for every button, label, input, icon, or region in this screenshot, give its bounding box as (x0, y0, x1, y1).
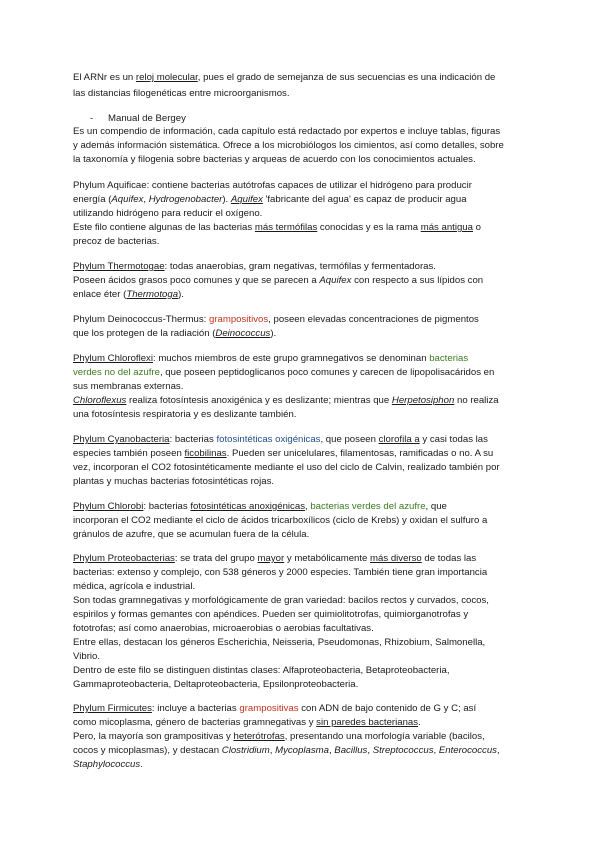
highlight-green: verdes no del azufre (73, 367, 160, 378)
text: 'fabricante del agua' es capaz de producir agua (262, 194, 467, 205)
bergey-line-3: la taxonomía y filogenia sobre bacterias y arqueas de acuerdo con los conocimientos actuales. (73, 154, 476, 165)
phylum-heading: Phylum Proteobacterias (73, 553, 175, 564)
genus-name: Deinococcus (215, 328, 271, 339)
genus-name: Clostridium (221, 745, 270, 756)
text: : se trata del grupo (174, 553, 258, 564)
text: . Pueden ser unicelulares, filamentosas, ramificadas o no. A su (226, 448, 494, 459)
bergey-title: Manual de Bergey (108, 113, 186, 124)
text: : incluye a bacterias (151, 703, 240, 714)
firmicutes-line-1 (73, 703, 476, 715)
text: El ARNr es un (73, 72, 136, 83)
phylum-heading: Phylum Chloroflexi (73, 353, 153, 364)
genus-name: Thermotoga (126, 289, 179, 300)
bergey-line-1: Es un compendio de información, cada capítulo está redactado por expertos e incluye tablas, figuras (73, 126, 501, 137)
underlined-term: sin paredes bacterianas (316, 717, 419, 728)
underlined-term: más termófilas (254, 222, 318, 233)
text: enlace éter ( (73, 289, 127, 300)
genus-name: Staphylococcus (73, 759, 141, 770)
text: ). (178, 289, 184, 300)
text: . (418, 717, 421, 728)
text: , que poseen peptidoglicanos poco comunes y carecen de lipopolisacáridos en (159, 367, 495, 378)
text: cocos y micoplasmas), y destacan (73, 745, 222, 756)
text: con respecto a sus lípidos con (351, 275, 484, 286)
genus-name: Herpetosiphon (391, 395, 455, 406)
aquificae-line-1: Phylum Aquificae: contiene bacterias autótrofas capaces de utilizar el hidrógeno para producir (73, 180, 472, 191)
cyanobacteria-line-2 (73, 448, 493, 460)
aquificae-line-3: utilizando hidrógeno para reducir el oxígeno. (73, 208, 263, 219)
deinococcus-line-1 (73, 314, 479, 326)
chloroflexi-line-2 (73, 367, 494, 379)
aquificae-line-5: precoz de bacterias. (73, 236, 160, 247)
text: , (269, 745, 276, 756)
phylum-heading: Phylum Thermotogae (73, 261, 165, 272)
proteobacteria-line-10: Gammaproteobacteria, Deltaproteobacteria, Epsilonproteobacteria. (73, 679, 359, 690)
thermotogae-line-1 (73, 261, 436, 273)
text: y metabólicamente (284, 553, 371, 564)
phylum-heading: Phylum Chlorobi (73, 501, 144, 512)
firmicutes-line-5 (73, 759, 143, 771)
text: , (143, 194, 149, 205)
chloroflexi-line-3: sus membranas externas. (73, 381, 184, 392)
proteobacteria-line-3: médica, agrícola e industrial. (73, 581, 196, 592)
text: , que (425, 501, 447, 512)
highlight-red: grampositivos (208, 314, 269, 325)
bullet-dash: - (90, 113, 94, 124)
text: realiza fotosíntesis anoxigénica y es deslizante; mientras que (126, 395, 392, 406)
highlight-green: bacterias verdes del azufre (310, 501, 426, 512)
highlight-green: bacterias (429, 353, 469, 364)
phylum-heading: Phylum Cyanobacteria (73, 434, 170, 445)
text: : todas anaerobias, gram negativas, termófilas y fermentadoras. (164, 261, 436, 272)
proteobacteria-line-5: espirilos y formas gemantes con apéndices. Pueden ser quimiolitotrofas, quimiorganotrofas y (73, 609, 469, 620)
proteobacteria-line-1 (73, 553, 476, 565)
text: : muchos miembros de este grupo gramnegativos se denominan (152, 353, 430, 364)
genus-name: Hydrogenobacter (148, 194, 223, 205)
intro-line-1 (73, 72, 495, 84)
text: , (305, 501, 311, 512)
text: , presentando una morfología variable (bacilos, (284, 731, 485, 742)
text: y casi todas las (419, 434, 488, 445)
thermotogae-line-3 (73, 289, 184, 301)
text: conocidas y es la rama (317, 222, 421, 233)
text: . (140, 759, 143, 770)
bergey-line-2: y además información sistemática. Ofrece a los microbiólogos los cimientos, así como detalles, sobre (73, 140, 504, 151)
text: , pues el grado de semejanza de sus secuencias es una indicación de (197, 72, 496, 83)
text: que los protegen de la radiación ( (73, 328, 216, 339)
text: Este filo contiene algunas de las bacterias (73, 222, 255, 233)
text: Pero, la mayoría son grampositivas y (73, 731, 234, 742)
text: , (496, 745, 500, 756)
chloroflexi-line-5: una fotosíntesis respiratoria y es deslizante también. (73, 409, 297, 420)
thermotogae-line-2 (73, 275, 483, 287)
underlined-term: clorofila a (378, 434, 420, 445)
genus-name: Enterococcus (438, 745, 497, 756)
text: , que poseen (320, 434, 379, 445)
text: especies también poseen (73, 448, 185, 459)
underlined-term: más diverso (370, 553, 422, 564)
underlined-term: fotosintéticas anoxigénicas (190, 501, 305, 512)
firmicutes-line-4 (73, 745, 500, 757)
genus-name: Chloroflexus (73, 395, 127, 406)
text: con ADN de bajo contenido de G y C; así (298, 703, 477, 714)
proteobacteria-line-9: Dentro de este filo se distinguen distintas clases: Alfaproteobacteria, Betaproteobacteria, (73, 665, 450, 676)
underlined-term: reloj molecular (135, 72, 198, 83)
underlined-term: más antigua (420, 222, 473, 233)
genus-name: Aquifex (111, 194, 144, 205)
deinococcus-line-2 (73, 328, 276, 340)
text: o (472, 222, 481, 233)
text: : bacterias (169, 434, 217, 445)
aquificae-line-4 (73, 222, 481, 234)
intro-line-2: las distancias filogenéticas entre microorganismos. (73, 88, 290, 99)
cyanobacteria-line-4: plantas y muchas bacterias fotosintéticas rojas. (73, 476, 275, 487)
text: como micoplasma, género de bacterias gramnegativas y (73, 717, 317, 728)
chlorobi-line-3: gránulos de azufre, que se acumulan fuera de la célula. (73, 529, 310, 540)
firmicutes-line-2 (73, 717, 421, 729)
genus-name: Mycoplasma (275, 745, 329, 756)
underlined-term: ficobilinas (184, 448, 227, 459)
text: ). (270, 328, 277, 339)
aquificae-line-2 (73, 194, 467, 206)
text: , (433, 745, 439, 756)
text: no realiza (454, 395, 499, 406)
underlined-term: mayor (257, 553, 285, 564)
firmicutes-line-3 (73, 731, 485, 743)
genus-name: Aquifex (230, 194, 263, 205)
text: , (367, 745, 373, 756)
proteobacteria-line-7: Entre ellas, destacan los géneros Escherichia, Neisseria, Pseudomonas, Rhizobium, Salmonella, (73, 637, 486, 648)
text: Poseen ácidos grasos poco comunes y que se parecen a (73, 275, 320, 286)
underlined-term: heterótrofas (233, 731, 285, 742)
chloroflexi-line-1 (73, 353, 468, 365)
highlight-red: grampositivas (239, 703, 299, 714)
proteobacteria-line-6: fototrofas; así como anaerobias, microaerobias o aerobias facultativas. (73, 623, 374, 634)
text: , poseen elevadas concentraciones de pigmentos (268, 314, 479, 325)
cyanobacteria-line-3: vez, incorporan el CO2 fotosintéticamente mediante el uso del ciclo de Calvin, realizado también por (73, 462, 500, 473)
phylum-heading: Phylum Firmicutes (73, 703, 152, 714)
highlight-blue: fotosintéticas oxigénicas (216, 434, 321, 445)
text: : bacterias (143, 501, 191, 512)
phylum-heading: Phylum Deinococcus-Thermus: (73, 314, 209, 325)
cyanobacteria-line-1 (73, 434, 488, 446)
text: de todas las (421, 553, 477, 564)
proteobacteria-line-8: Vibrio. (73, 651, 101, 662)
text: , (328, 745, 335, 756)
proteobacteria-line-4: Son todas gramnegativas y morfológicamente de gran variedad: bacilos rectos y curvados, cocos, (73, 595, 489, 606)
chlorobi-line-1 (73, 501, 447, 513)
text: ). (222, 194, 231, 205)
genus-name: Streptococcus (372, 745, 434, 756)
chlorobi-line-2: incorporan el CO2 mediante el ciclo de ácidos tricarboxílicos (ciclo de Krebs) y oxidan el sulfuro a (73, 515, 488, 526)
chloroflexi-line-4 (73, 395, 499, 407)
genus-name: Bacillus (334, 745, 368, 756)
text: energía ( (73, 194, 112, 205)
genus-name: Aquifex (319, 275, 352, 286)
proteobacteria-line-2: bacterias: extenso y complejo, con 538 géneros y 2000 especies. También tiene gran importancia (73, 567, 488, 578)
